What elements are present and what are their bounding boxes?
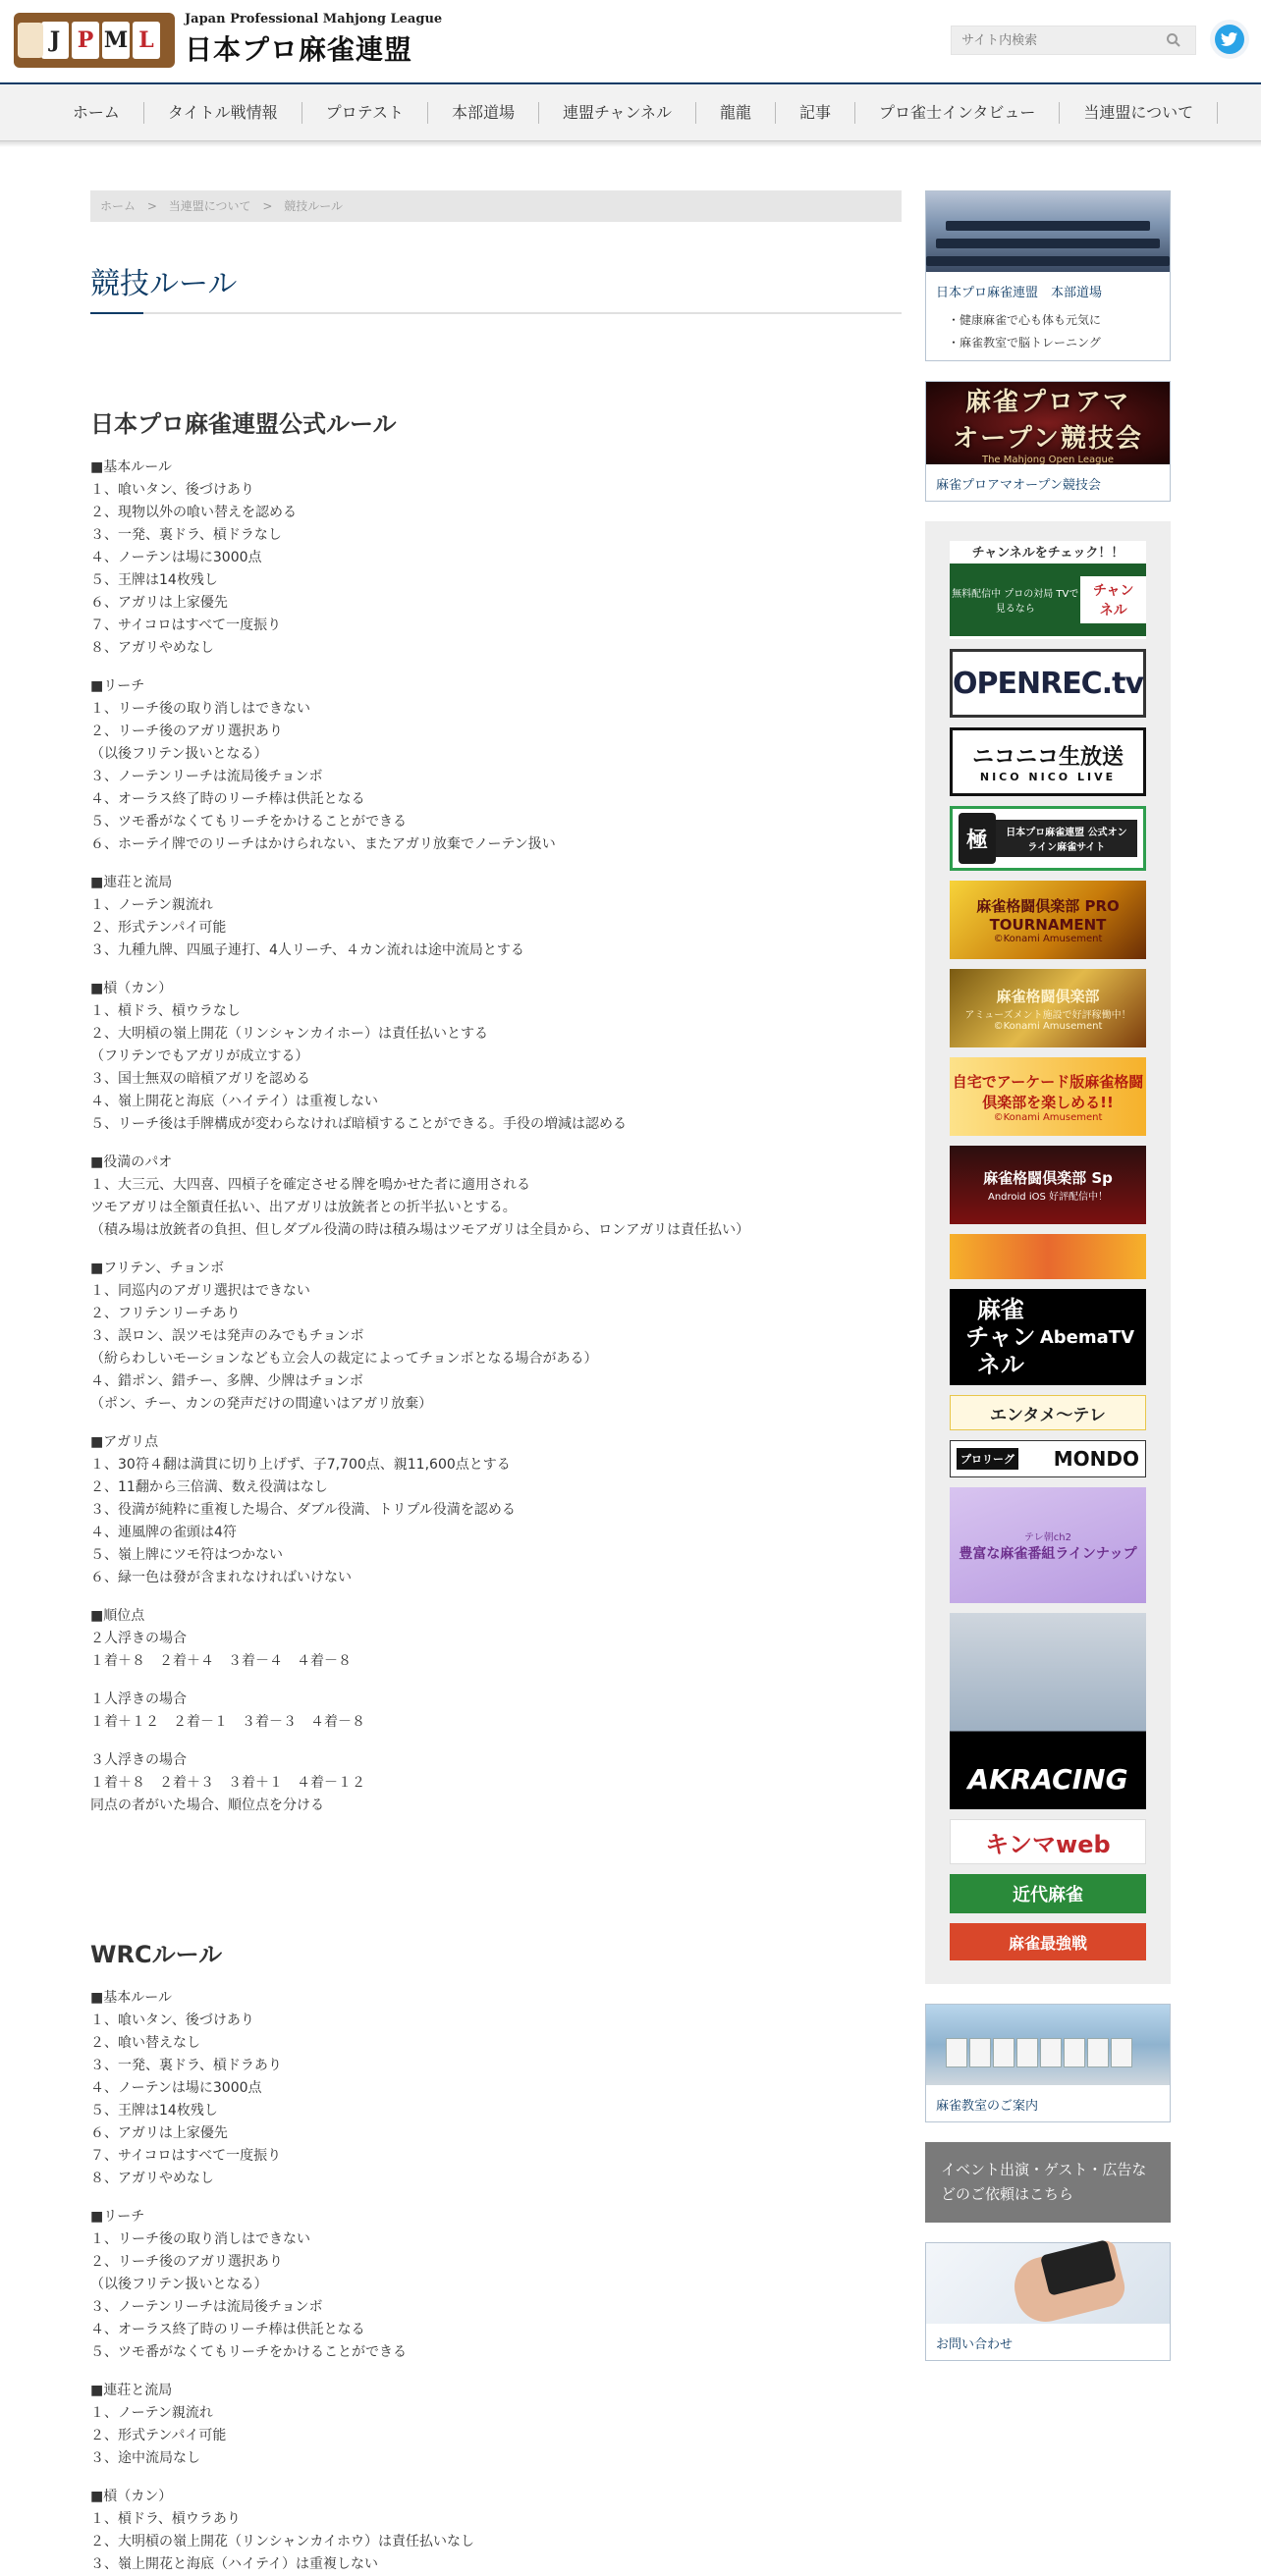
contact-photo — [926, 2243, 1170, 2324]
breadcrumb-home[interactable]: ホーム — [100, 199, 137, 213]
rule-line: ７、サイコロはすべて一度振り — [90, 617, 282, 633]
channel-check-text: 無料配信中 プロの対局 TVで見るなら — [952, 589, 1079, 615]
classroom-caption[interactable]: 麻雀教室のご案内 — [936, 2099, 1039, 2114]
rule-line: ３、役満が純粋に重複した場合、ダブル役満、トリプル役満を認める — [90, 1502, 516, 1518]
konami-copyright: ©Konami Amusement — [993, 1111, 1103, 1123]
rule-block — [90, 2380, 902, 2470]
logo-mark — [14, 13, 175, 68]
page-title: 競技ルール — [90, 267, 238, 301]
rule-heading: ■役満のパオ — [90, 1154, 173, 1170]
nav-shadow — [0, 141, 1261, 147]
rule-block — [90, 1258, 902, 1416]
rule-line: ３、ノーテンリーチは流局後チョンボ — [90, 2299, 323, 2315]
logo-tile-p: P — [72, 22, 99, 59]
rule-line: （積み場は放銃者の負担、但しダブル役満の時は積み場はツモアガリは全員から、ロンアガリは責任払い） — [90, 1222, 750, 1238]
konami-home-title: 自宅でアーケード版麻雀格闘倶楽部を楽しめる!! — [952, 1072, 1144, 1111]
rule-line: ５、ツモ番がなくてもリーチをかけることができる — [90, 2344, 407, 2360]
site-search — [951, 26, 1196, 55]
rule-line: ２、フリテンリーチあり — [90, 1306, 241, 1321]
rule-block — [90, 1987, 902, 2190]
rule-line: ２人浮きの場合 — [90, 1631, 187, 1646]
rule-line: １、リーチ後の取り消しはできない — [90, 2231, 310, 2247]
breadcrumb-about[interactable]: 当連盟について — [168, 199, 251, 213]
rule-line: １、喰いタン、後づけあり — [90, 2012, 254, 2028]
kiwame-logo: 極 — [959, 813, 996, 864]
rule-line: ３、国士無双の暗槓アガリを認める — [90, 1071, 310, 1087]
rule-heading: ■基本ルール — [90, 1990, 172, 2006]
rule-line: ４、連風牌の雀頭は4符 — [90, 1525, 237, 1540]
channel-banners — [925, 521, 1171, 1984]
rule-line: ４、錯ポン、錯チー、多牌、少牌はチョンボ — [90, 1373, 363, 1389]
logo-tile-l: L — [133, 22, 160, 59]
rule-line: ３、一発、裏ドラ、槓ドラなし — [90, 527, 282, 543]
rule-heading: ■連荘と流局 — [90, 2383, 173, 2398]
rule-heading: ■リーチ — [90, 678, 145, 694]
konami-arcade-title: 麻雀格闘倶楽部 — [996, 987, 1100, 1005]
rule-line: ３、一発、裏ドラ、槓ドラあり — [90, 2058, 282, 2073]
rule-line: ２、大明槓の嶺上開花（リンシャンカイホウ）は責任払いなし — [90, 2534, 474, 2549]
mondo-banner[interactable] — [950, 1440, 1146, 1477]
rule-line: １、リーチ後の取り消しはできない — [90, 701, 310, 717]
dojo-photo — [926, 191, 1170, 272]
event-request-button[interactable]: イベント出演・ゲスト・広告などのご依頼はこちら — [925, 2142, 1171, 2223]
rule-line: ８、アガリやめなし — [90, 2171, 214, 2186]
rule-line: ５、王牌は14枚残し — [90, 2103, 218, 2119]
rule-line: ３、嶺上開花と海底（ハイテイ）は重複しない — [90, 2556, 379, 2572]
rule-line: １、槓ドラ、槓ウラなし — [90, 1003, 241, 1019]
proama-card[interactable] — [925, 381, 1171, 502]
rule-heading: １人浮きの場合 — [90, 1691, 187, 1707]
konami-strip-banner[interactable] — [950, 1234, 1146, 1279]
rule-line: （以後フリテン扱いとなる） — [90, 2277, 268, 2292]
nav-channel[interactable]: 連盟チャンネル — [539, 102, 696, 124]
rule-line: １、喰いタン、後づけあり — [90, 482, 254, 498]
rule-line: ５、ツモ番がなくてもリーチをかけることができる — [90, 814, 407, 830]
rule-block — [90, 872, 902, 962]
rule-heading: ■フリテン、チョンボ — [90, 1261, 225, 1276]
rule-line: ３、ノーテンリーチは流局後チョンボ — [90, 769, 323, 784]
rule-line: １、同巡内のアガリ選択はできない — [90, 1283, 310, 1299]
rule-heading: ■順位点 — [90, 1608, 145, 1624]
saikyo-banner[interactable]: 麻雀最強戦 — [950, 1923, 1146, 1960]
rule-line: ４、オーラス終了時のリーチ棒は供託となる — [90, 2322, 365, 2337]
teleasa-text: 豊富な麻雀番組ラインナップ — [959, 1545, 1137, 1562]
site-logo[interactable] — [14, 12, 442, 68]
rule-line: １、ノーテン親流れ — [90, 897, 213, 913]
logo-english-name: Japan Professional Mahjong League — [185, 12, 443, 27]
rules-section — [90, 404, 902, 1817]
search-icon[interactable] — [1166, 32, 1181, 48]
konami-tournament-title: 麻雀格闘倶楽部 PRO TOURNAMENT — [976, 897, 1120, 934]
rule-line: １着＋８ ２着＋３ ３着＋１ ４着－１２ — [90, 1775, 365, 1791]
akracing-logo: AKRACING — [967, 1763, 1128, 1796]
rule-line: ６、ホーテイ牌でのリーチはかけられない、またアガリ放棄でノーテン扱い — [90, 836, 556, 852]
rule-line: １、槓ドラ、槓ウラあり — [90, 2511, 241, 2527]
rules-section — [90, 1935, 902, 2576]
proama-banner — [926, 382, 1170, 464]
teleasa-logo: テレ朝ch2 — [1024, 1531, 1071, 1543]
rule-line: ６、アガリは上家優先 — [90, 595, 228, 611]
nav-title-matches[interactable]: タイトル戦情報 — [144, 102, 302, 124]
rule-line: ２、形式テンパイ可能 — [90, 920, 227, 936]
abema-title: 麻雀 チャンネル — [965, 1296, 1036, 1378]
rule-line: ２、リーチ後のアガリ選択あり — [90, 724, 283, 739]
proama-banner-line1: 麻雀プロアマ — [964, 387, 1130, 417]
dojo-card[interactable] — [925, 190, 1171, 361]
entame-banner[interactable]: エンタメ～テレ — [950, 1395, 1146, 1430]
rule-line: ８、アガリやめなし — [90, 640, 214, 656]
breadcrumb-separator: > — [146, 199, 157, 213]
rule-line: ２、現物以外の喰い替えを認める — [90, 505, 297, 520]
rule-block — [90, 1431, 902, 1589]
rule-line: ２、大明槓の嶺上開花（リンシャンカイホー）は責任払いとする — [90, 1026, 488, 1042]
channel-check-body — [950, 564, 1146, 636]
rule-line: （フリテンでもアガリが成立する） — [90, 1048, 309, 1064]
openrec-banner[interactable]: OPENREC.tv — [950, 649, 1146, 718]
kindai-banner[interactable]: 近代麻雀 — [950, 1874, 1146, 1913]
rule-line: ３、誤ロン、誤ツモは発声のみでもチョンボ — [90, 1328, 364, 1344]
dojo-caption[interactable]: 日本プロ麻雀連盟 本部道場 — [936, 286, 1103, 300]
rule-line: １、ノーテン親流れ — [90, 2405, 213, 2421]
nav-dojo[interactable]: 本部道場 — [428, 102, 539, 124]
abema-logo: AbemaTV — [1039, 1326, 1134, 1348]
rule-line: １着＋８ ２着＋４ ３着－４ ４着－８ — [90, 1653, 352, 1669]
rule-block — [90, 2486, 902, 2576]
contact-card[interactable] — [925, 2242, 1171, 2361]
rule-line: ２、喰い替えなし — [90, 2035, 200, 2051]
rule-line: ツモアガリは全額責任払い、出アガリは放銃者との折半払いとする。 — [90, 1200, 517, 1215]
rule-line: ５、王牌は14枚残し — [90, 572, 218, 588]
rule-block — [90, 675, 902, 856]
rule-heading: ３人浮きの場合 — [90, 1752, 187, 1768]
dojo-item[interactable]: ・健康麻雀で心も体も元気に — [948, 313, 1102, 327]
proama-banner-line2: オープン競技会 — [953, 423, 1143, 454]
mondo-logo: MONDO — [1053, 1447, 1139, 1471]
kiwame-text: 日本プロ麻雀連盟 公式オンライン麻雀サイト — [996, 820, 1137, 857]
konami-sp-sub: Android iOS 好評配信中！ — [987, 1192, 1109, 1203]
nav-about[interactable]: 当連盟について — [1060, 102, 1218, 124]
kiwame-banner[interactable] — [950, 806, 1146, 871]
rules-sections — [90, 404, 902, 2576]
konami-arcade-banner[interactable] — [950, 969, 1146, 1047]
nav-pro-test[interactable]: プロテスト — [302, 102, 428, 124]
contact-caption[interactable]: お問い合わせ — [936, 2337, 1014, 2352]
teleasa-banner[interactable] — [950, 1487, 1146, 1603]
nav-home[interactable]: ホーム — [49, 102, 144, 124]
channel-check-title: チャンネルをチェック！！ — [971, 546, 1124, 561]
rule-heading: ■アガリ点 — [90, 1434, 159, 1450]
rule-line: １、大三元、大四喜、四槓子を確定させる牌を鳴かせた者に適用される — [90, 1177, 530, 1193]
rule-block — [90, 2206, 902, 2364]
global-nav — [0, 82, 1261, 141]
twitter-icon — [1215, 25, 1244, 54]
proama-banner-line3: The Mahjong Open League — [981, 454, 1115, 465]
proama-caption[interactable]: 麻雀プロアマオープン競技会 — [936, 478, 1101, 493]
title-underline — [90, 312, 902, 314]
rule-heading: ■槓（カン） — [90, 981, 173, 996]
rule-line: ４、嶺上開花と海底（ハイテイ）は重複しない — [90, 1094, 379, 1109]
niconico-sub: NICO NICO LIVE — [979, 771, 1117, 783]
site-header — [0, 0, 1261, 82]
rule-block — [90, 1689, 902, 1734]
section-title: WRCルール — [90, 1941, 223, 1968]
rule-block — [90, 1605, 902, 1673]
rule-block — [90, 978, 902, 1136]
abema-banner[interactable] — [950, 1289, 1146, 1385]
breadcrumb-current: 競技ルール — [284, 199, 343, 213]
rule-line: ７、サイコロはすべて一度振り — [90, 2148, 282, 2164]
rule-heading: ■基本ルール — [90, 459, 172, 475]
rule-block — [90, 1152, 902, 1242]
rule-line: ４、ノーテンは場に3000点 — [90, 550, 262, 565]
rule-heading: ■槓（カン） — [90, 2489, 173, 2504]
sidebar — [925, 190, 1171, 2381]
konami-sp-title: 麻雀格闘倶楽部 Sp — [983, 1169, 1113, 1187]
konami-copyright: ©Konami Amusement — [993, 934, 1103, 944]
rule-line: ３、九種九牌、四風子連打、4人リーチ、４カン流れは途中流局とする — [90, 942, 524, 958]
dojo-item[interactable]: ・麻雀教室で脳トレーニング — [948, 336, 1101, 349]
konami-sp-banner[interactable] — [950, 1146, 1146, 1224]
konami-arcade-sub: アミューズメント施設で好評稼働中！ ©Konami Amusement — [964, 1009, 1131, 1032]
rule-block — [90, 456, 902, 660]
nav-interviews[interactable]: プロ雀士インタビュー — [855, 102, 1060, 124]
rule-line: 同点の者がいた場合、順位点を分ける — [90, 1798, 324, 1813]
nav-articles[interactable]: 記事 — [776, 102, 855, 124]
nav-ryuryu[interactable]: 龍龍 — [696, 102, 776, 124]
channel-check-logo: チャンネル — [1080, 576, 1146, 623]
classroom-photo — [926, 2005, 1170, 2085]
logo-tile-j: J — [41, 22, 69, 59]
main-content — [90, 190, 902, 2576]
konami-tournament-banner[interactable] — [950, 881, 1146, 959]
rule-line: ６、緑一色は發が含まれなければいけない — [90, 1570, 352, 1585]
niconico-banner[interactable] — [950, 727, 1146, 796]
niconico-title: ニコニコ生放送 — [971, 745, 1124, 770]
search-input[interactable] — [952, 27, 1158, 54]
channel-check-banner[interactable] — [950, 541, 1146, 639]
akracing-banner[interactable] — [950, 1613, 1146, 1809]
rule-line: ４、ノーテンは場に3000点 — [90, 2080, 262, 2096]
rule-heading: ■連荘と流局 — [90, 875, 173, 890]
rule-line: （ポン、チー、カンの発声だけの間違いはアガリ放棄） — [90, 1396, 433, 1412]
rule-line: １、30符４翻は満貫に切り上げず、子7,700点、親11,600点とする — [90, 1457, 511, 1473]
section-title: 日本プロ麻雀連盟公式ルール — [90, 410, 397, 438]
logo-mascot-icon — [18, 23, 43, 58]
mondo-badge: プロリーグ — [957, 1448, 1018, 1470]
rule-line: ２、形式テンパイ可能 — [90, 2428, 227, 2443]
rule-line: ５、リーチ後は手牌構成が変わらなければ暗槓することができる。手役の増減は認める — [90, 1116, 627, 1132]
breadcrumb-separator: > — [262, 199, 273, 213]
rule-line: ３、途中流局なし — [90, 2450, 200, 2466]
rule-line: （以後フリテン扱いとなる） — [90, 746, 268, 762]
logo-text — [185, 12, 442, 68]
rule-line: ６、アガリは上家優先 — [90, 2125, 228, 2141]
rule-line: ５、嶺上牌にツモ符はつかない — [90, 1547, 283, 1563]
rule-line: ４、オーラス終了時のリーチ棒は供託となる — [90, 791, 365, 807]
rule-line: （紛らわしいモーションなども立会人の裁定によってチョンボとなる場合がある） — [90, 1351, 598, 1367]
rule-line: ２、リーチ後のアガリ選択あり — [90, 2254, 283, 2270]
konami-home-banner[interactable] — [950, 1057, 1146, 1136]
kinma-banner[interactable]: キンマweb — [950, 1819, 1146, 1864]
breadcrumb — [90, 190, 902, 222]
twitter-link[interactable] — [1210, 20, 1249, 59]
logo-tile-m: M — [102, 22, 130, 59]
classroom-card[interactable] — [925, 2004, 1171, 2122]
rule-line: １着＋１２ ２着－１ ３着－３ ４着－８ — [90, 1714, 365, 1730]
logo-japanese-name: 日本プロ麻雀連盟 — [185, 33, 413, 66]
rule-block — [90, 1749, 902, 1817]
rule-heading: ■リーチ — [90, 2209, 145, 2225]
rule-line: ２、11翻から三倍満、数え役満はなし — [90, 1479, 328, 1495]
